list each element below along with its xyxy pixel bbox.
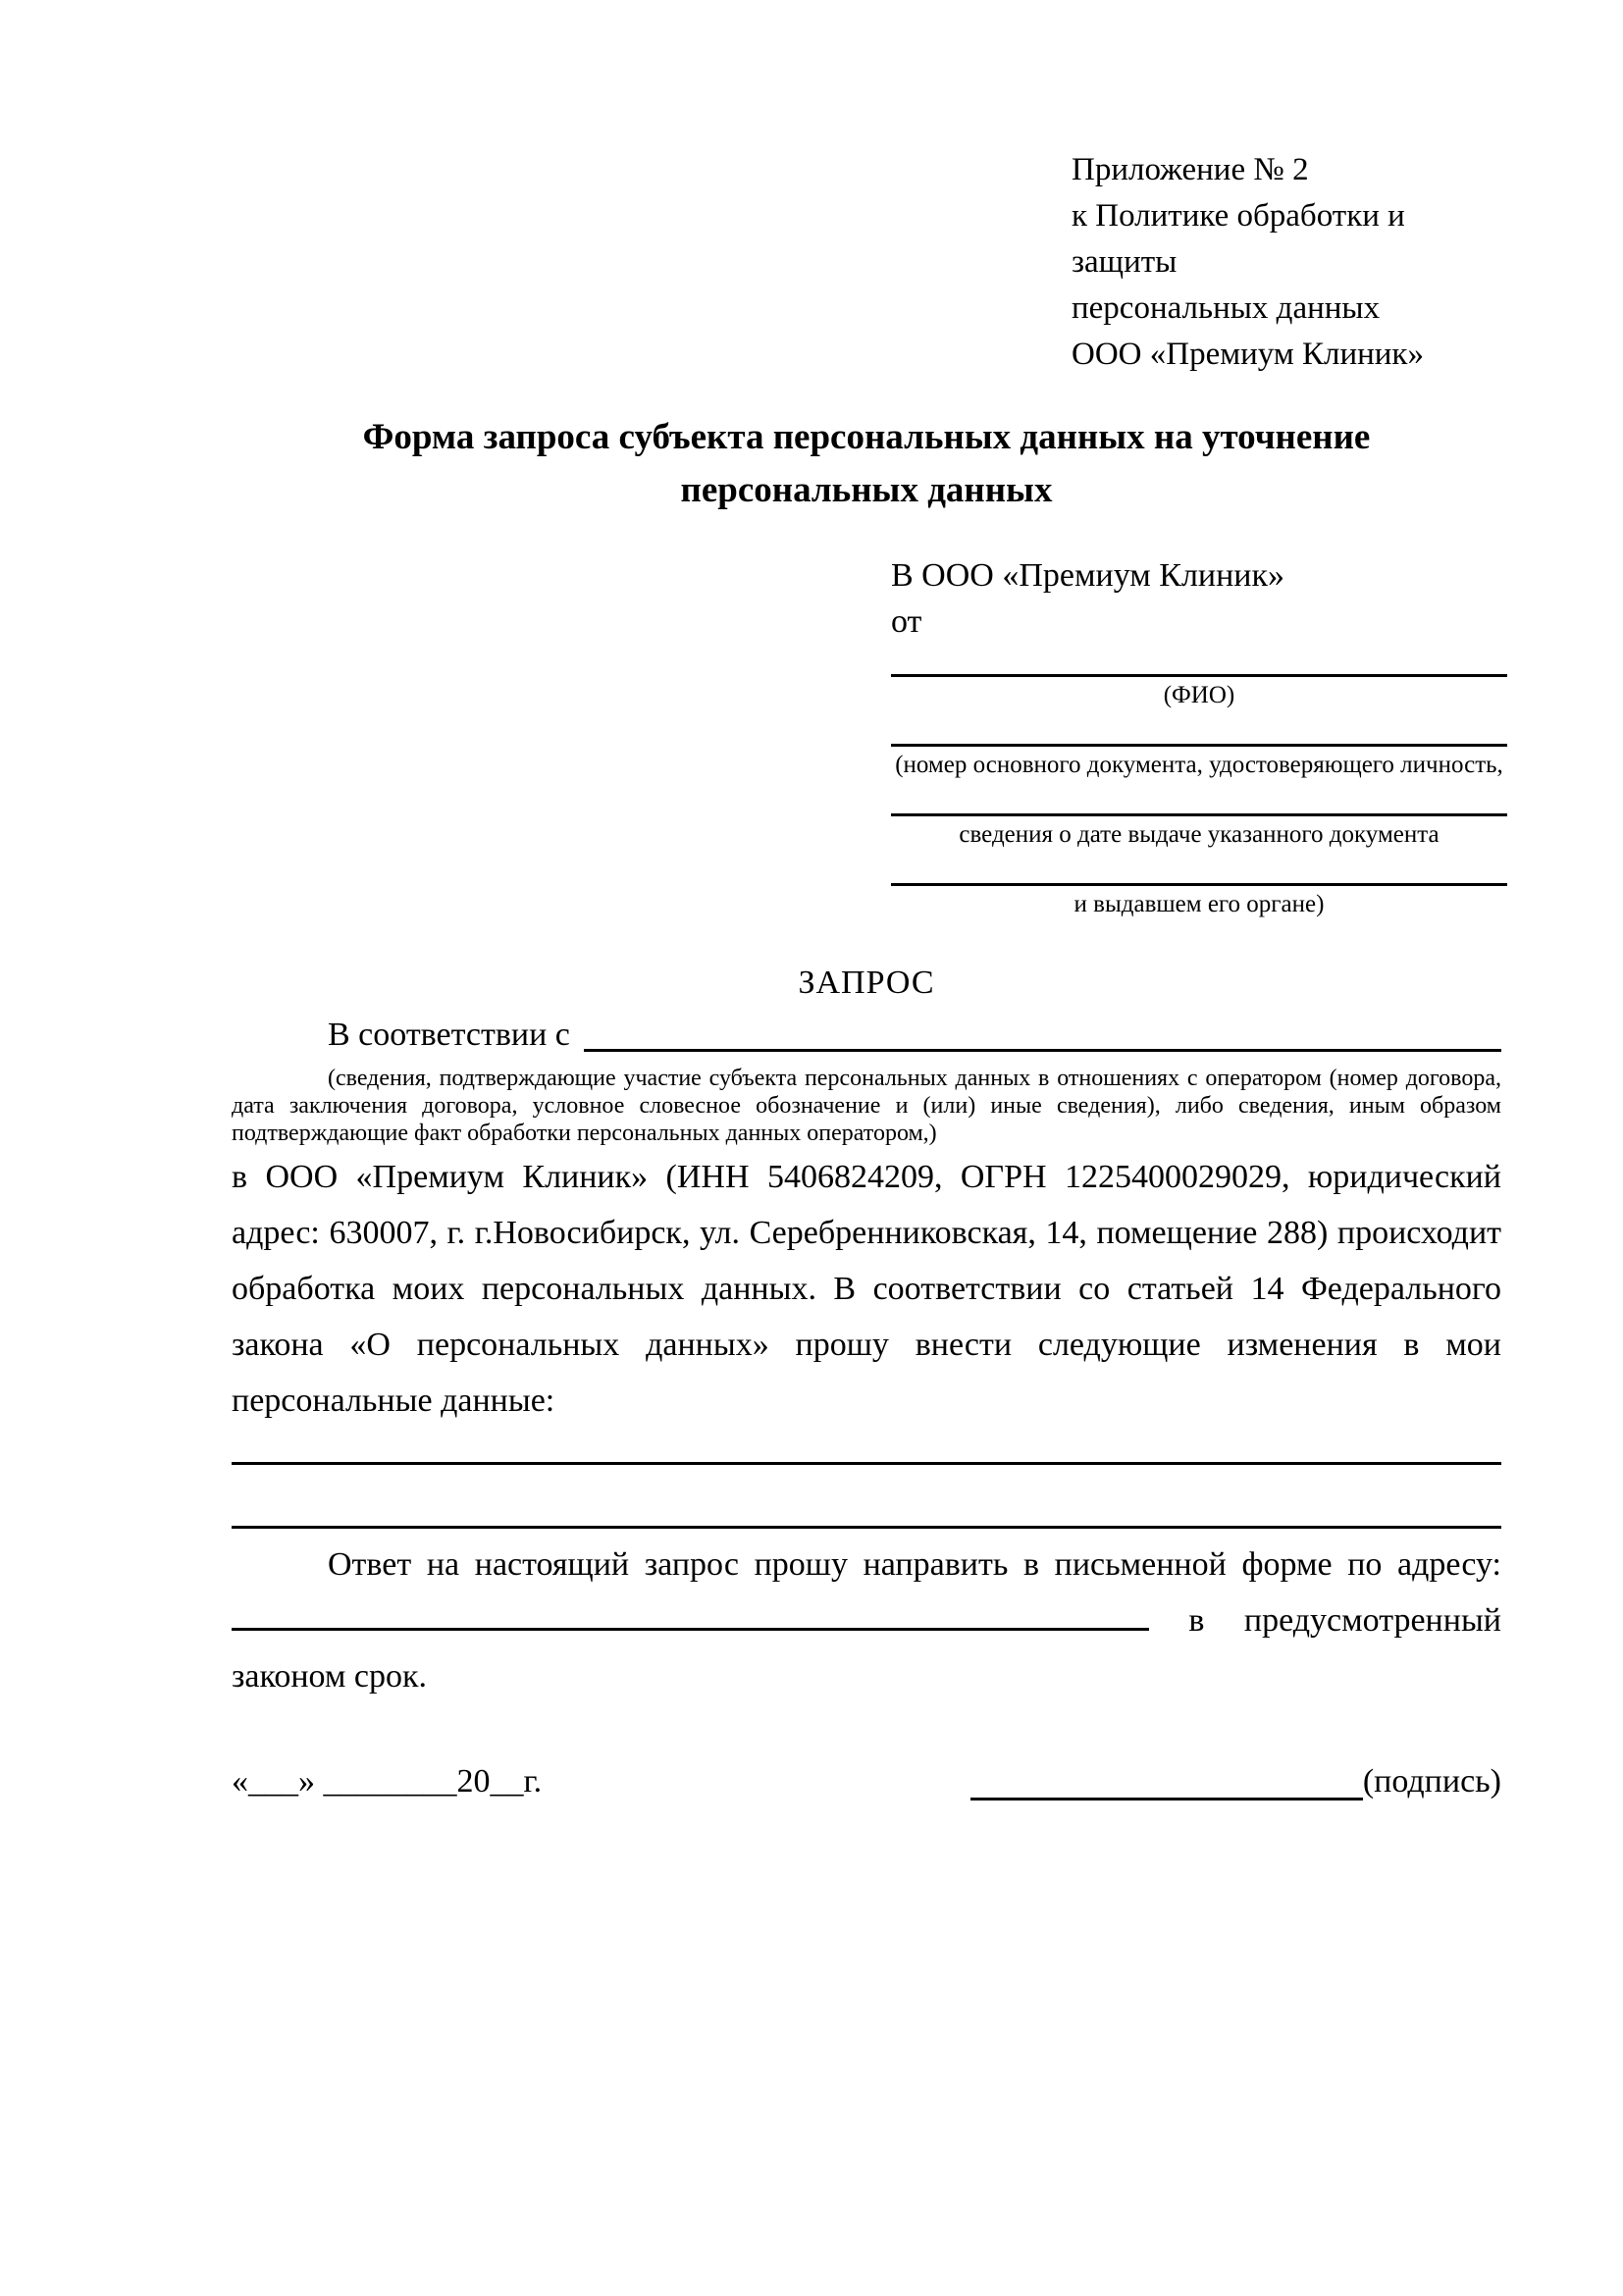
changes-blank-line-1 [232,1429,1501,1465]
appendix-header-line: к Политике обработки и защиты [1072,198,1405,280]
addressee-block [891,552,1507,919]
reply-address-blank-line [232,1598,1149,1631]
field-fio [891,645,1507,710]
field-issuing-authority [891,850,1507,919]
reply-paragraph [232,1537,1501,1704]
accordance-blank-line [584,1012,1501,1052]
field-document-number [891,710,1507,780]
document-number-blank-line [891,710,1507,747]
addressee-from-label: от [891,603,922,640]
issuing-authority-caption: и выдавшем его органе) [1073,891,1325,917]
date-signature-row [232,1763,1501,1800]
document-number-caption: (номер основного документа, удостоверяющего личность, [895,752,1503,778]
changes-blank-line-2 [232,1465,1501,1529]
appendix-header [1072,147,1501,378]
accordance-prefix: В соответствии с [328,1017,570,1053]
reply-text-before: Ответ на настоящий запрос прошу направить в письменной форме по адресу: [328,1546,1501,1583]
signature-blank-line [970,1764,1363,1800]
issuing-authority-blank-line [891,850,1507,886]
reply-text-after: в предусмотренный законом срок. [232,1602,1501,1695]
date-line: «___» ________20__г. [232,1763,543,1800]
appendix-header-line: Приложение № 2 [1072,152,1309,187]
field-issue-date [891,780,1507,850]
fio-blank-line [891,645,1507,677]
request-heading: ЗАПРОС [798,965,935,1001]
addressee-to: В ООО «Премиум Клиник» [891,557,1285,594]
issue-date-blank-line [891,780,1507,816]
appendix-header-line: ООО «Премиум Клиник» [1072,337,1424,372]
document-title: Форма запроса субъекта персональных данных на уточнение персональных данных [362,417,1371,510]
signature-caption: (подпись) [1362,1763,1501,1800]
accordance-line [232,1012,1501,1059]
signature-area [970,1763,1501,1800]
issue-date-caption: сведения о дате выдаче указанного документа [959,821,1440,848]
accordance-footnote: (сведения, подтверждающие участие субъекта персональных данных в отношениях с оператором (номер договора, дата заключения договора, условное словесное обозначение и (или) иные сведения), либо сведения, иным образом подтверждающие факт обработки персональных данных оператором,) [232,1066,1501,1146]
fio-caption: (ФИО) [1163,682,1235,708]
request-body-paragraph: в ООО «Премиум Клиник» (ИНН 5406824209, ОГРН 1225400029029, юридический адрес: 630007, г. г.Новосибирск, ул. Серебренниковская, 14, помещение 288) происходит обработка моих персональных данных. В соответствии со статьей 14 Федерального закона «О персональных данных» прошу внести следующие изменения в мои персональные данные: [232,1159,1501,1419]
appendix-header-line: персональных данных [1072,290,1381,326]
